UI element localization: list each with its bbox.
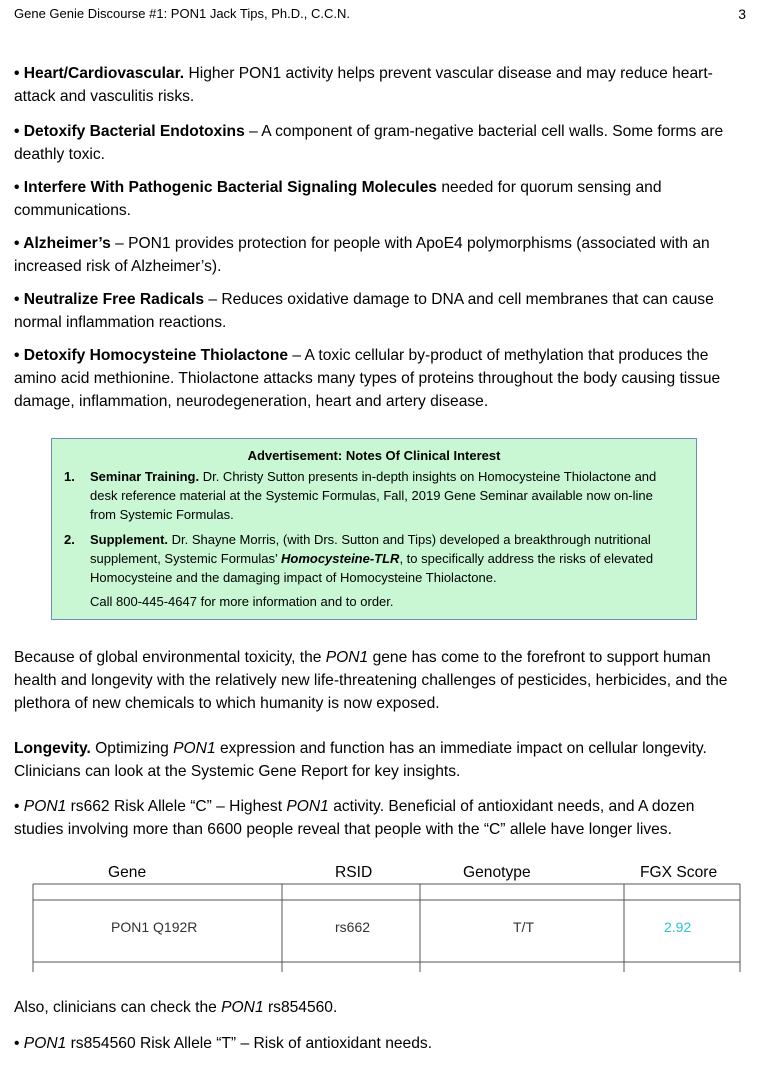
header-fgx-score: FGX Score	[640, 864, 718, 881]
bullet-signaling	[14, 176, 739, 222]
ad-item-heading: Supplement.	[90, 532, 169, 547]
bullet-heading: • Interfere With Pathogenic Bacterial Signaling Molecules	[14, 179, 437, 196]
ad-item-heading: Seminar Training.	[90, 469, 200, 484]
bullet-heading: • Detoxify Bacterial Endotoxins	[14, 123, 245, 140]
cell-fgx-score: 2.92	[664, 919, 692, 935]
advertisement-title: Advertisement: Notes Of Clinical Interest	[247, 448, 501, 463]
page-number: 3	[738, 6, 746, 22]
product-name: Homocysteine-TLR	[280, 551, 400, 566]
bullet-heading: • Alzheimer’s	[14, 235, 111, 252]
text-run: expression and function has an immediate impact on cellular longevity. Clinicians can look at the Systemic Gene Report for key insights.	[14, 740, 707, 780]
gene-name: PON1	[173, 740, 216, 757]
cell-genotype: T/T	[513, 919, 534, 935]
ad-item-number: 1.	[64, 469, 75, 484]
ad-item-number: 2.	[64, 532, 75, 547]
text-run: Optimizing	[90, 740, 174, 757]
ad-item-text: Dr. Shayne Morris, (with Drs. Sutton and Tips) developed a breakthrough nutritional supplement, Systemic Formulas’	[90, 532, 651, 566]
gene-name: PON1	[325, 649, 369, 666]
paragraph-longevity	[14, 737, 744, 783]
bullet-mark: •	[14, 798, 24, 815]
paragraph-also	[14, 996, 744, 1019]
gene-name: PON1	[221, 999, 264, 1016]
paragraph-toxicity	[14, 646, 744, 715]
text-run: rs662 Risk Allele “C” – Highest	[66, 798, 287, 815]
bullet-heart	[14, 62, 739, 108]
gene-table-headers	[0, 864, 768, 884]
bullet-heading: • Heart/Cardiovascular.	[14, 65, 185, 82]
bullet-text: – A toxic cellular by-product of methylation that produces the amino acid methionine. Thiolactone attacks many types of proteins throughout the body causing tissue damage, inflammation, neurodegeneration, heart and artery disease.	[14, 347, 721, 410]
header-genotype: Genotype	[463, 864, 531, 881]
bullet-text: – PON1 provides protection for people with ApoE4 polymorphisms (associated with an increased risk of Alzheimer’s).	[14, 235, 710, 275]
bullet-heading: • Neutralize Free Radicals	[14, 291, 205, 308]
text-run: Because of global environmental toxicity, the	[14, 649, 326, 666]
text-run: rs854560.	[263, 999, 338, 1016]
paragraph-heading: Longevity.	[14, 740, 91, 757]
text-run: activity. Beneficial of antioxidant needs, and A dozen studies involving more than 6600 people reveal that people with the “C” allele have longer lives.	[14, 798, 695, 838]
bullet-text: – Reduces oxidative damage to DNA and cell membranes that can cause normal inflammation reactions.	[14, 291, 714, 331]
bullet-alzheimers	[14, 232, 739, 278]
ad-item-text: Dr. Christy Sutton presents in-depth insights on Homocysteine Thiolactone and desk reference material at the Systemic Formulas, Fall, 2019 Gene Seminar available now on-line from Systemic Formulas.	[90, 469, 657, 522]
bullet-text: needed for quorum sensing and communications.	[14, 179, 662, 219]
cell-gene: PON1 Q192R	[111, 919, 198, 935]
gene-name: PON1	[286, 798, 329, 815]
bullet-mark: •	[14, 1035, 24, 1052]
gene-name: PON1	[23, 1035, 67, 1052]
header-rsid: RSID	[335, 864, 373, 881]
text-run: gene has come to the forefront to support human health and longevity with the relatively new life-threatening challenges of pesticides, herbicides, and the plethora of new chemicals to which humanity is now exposed.	[14, 649, 728, 712]
paragraph-rs662	[14, 795, 744, 841]
advertisement-box	[51, 438, 697, 620]
page-header	[14, 6, 746, 26]
benefits-list	[14, 62, 739, 413]
text-run: rs854560 Risk Allele “T” – Risk of antioxidant needs.	[66, 1035, 433, 1052]
document-title: Gene Genie Discourse #1: PON1 Jack Tips, Ph.D., C.C.N.	[14, 6, 350, 21]
gene-name: PON1	[23, 798, 67, 815]
ad-item-seminar	[52, 467, 696, 524]
paragraph-rs854560	[14, 1032, 744, 1055]
ad-item-supplement	[52, 530, 696, 587]
text-run: Also, clinicians can check the	[14, 999, 222, 1016]
ad-item-text: , to specifically address the risks of elevated Homocysteine and the damaging impact of Homocysteine Thiolactone.	[90, 551, 654, 585]
ad-phone-call: Call 800-445-4647 for more information and to order.	[90, 594, 394, 609]
cell-rsid: rs662	[335, 919, 371, 935]
bullet-text: – A component of gram-negative bacterial cell walls. Some forms are deathly toxic.	[14, 123, 724, 163]
bullet-free-radicals	[14, 288, 739, 334]
bullet-homocysteine	[14, 344, 739, 413]
bullet-endotoxins	[14, 120, 739, 166]
header-gene: Gene	[108, 864, 147, 881]
bullet-text: Higher PON1 activity helps prevent vascular disease and may reduce heart-attack and vasculitis risks.	[14, 65, 713, 105]
bullet-heading: • Detoxify Homocysteine Thiolactone	[14, 347, 289, 364]
